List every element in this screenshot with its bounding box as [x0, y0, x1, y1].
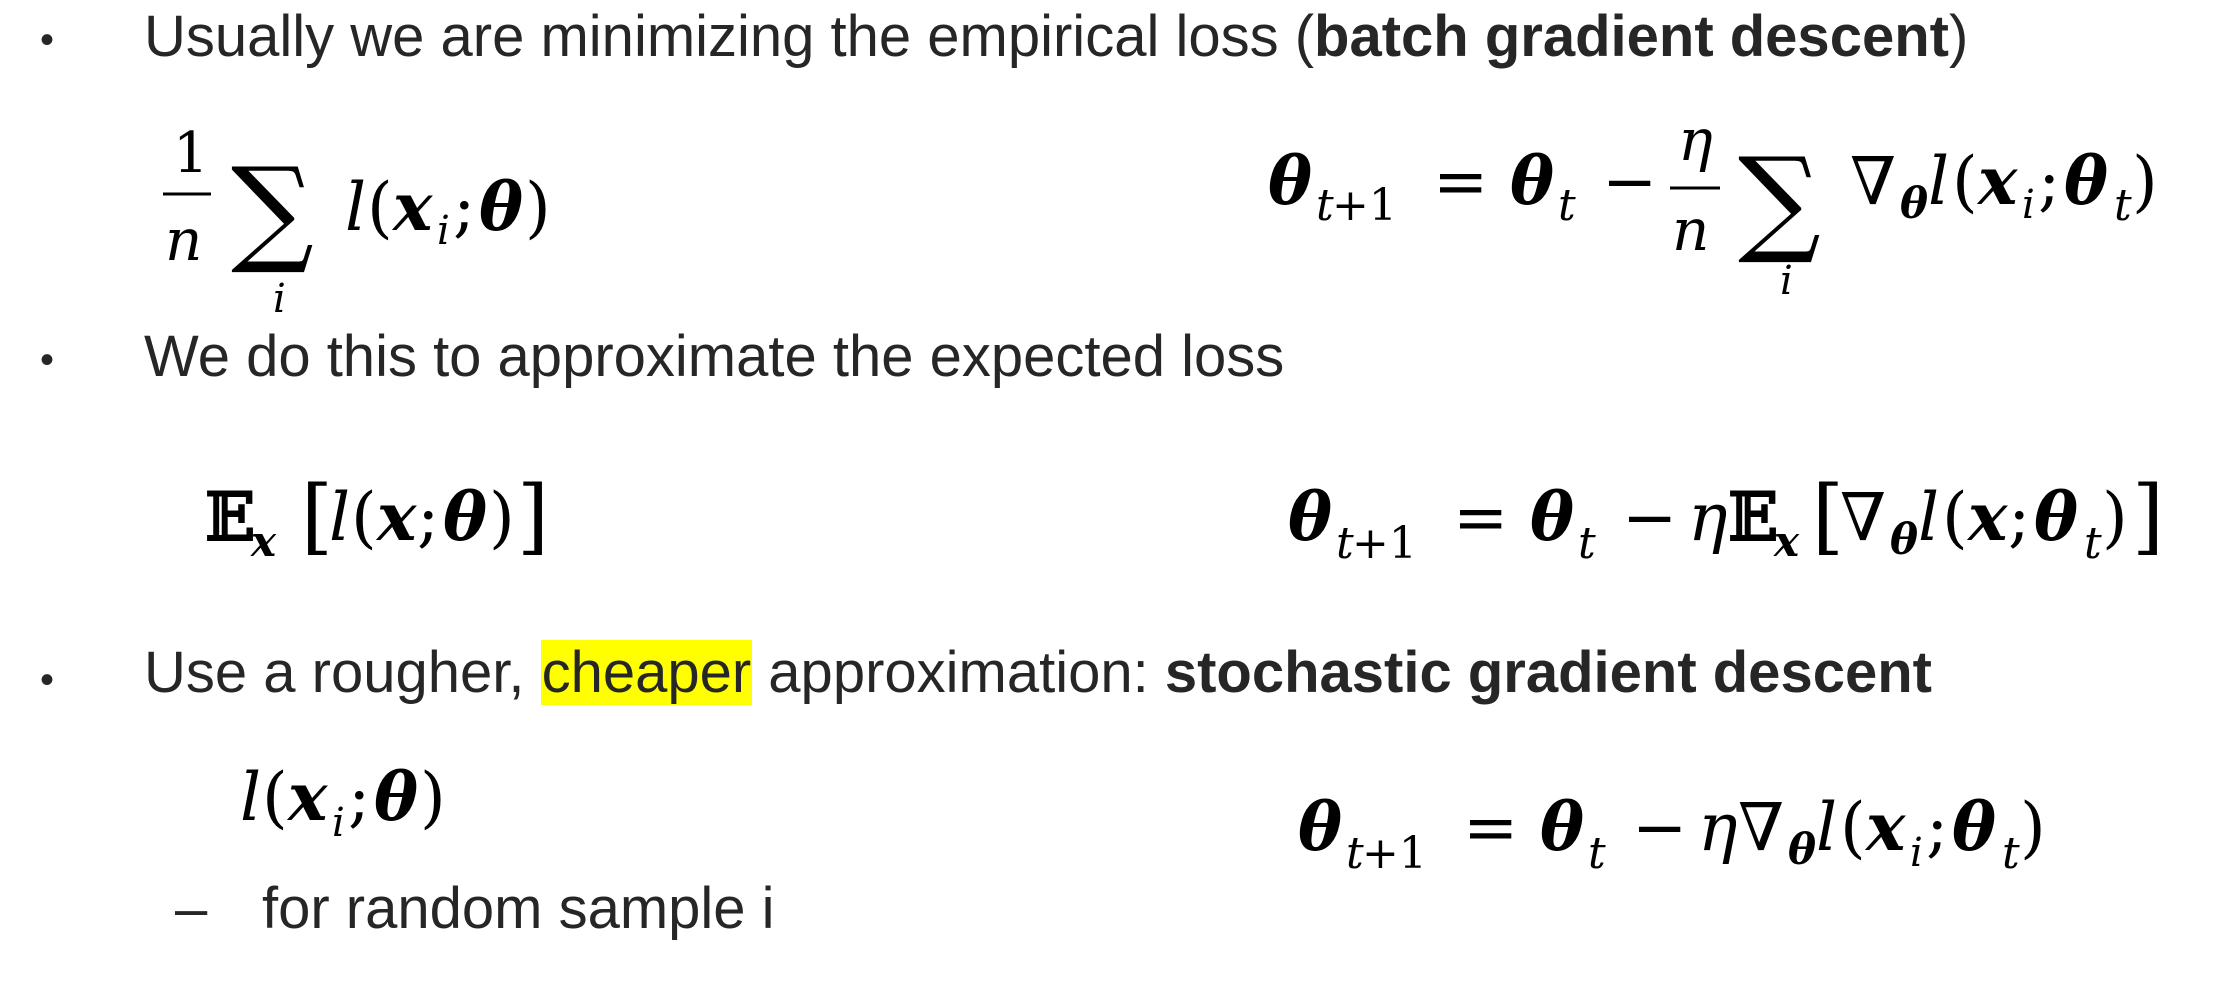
equation-expected-update-svg — [1288, 470, 2228, 580]
svg-text:θ: θ — [1900, 179, 1929, 228]
svg-text:;: ; — [1926, 789, 1949, 866]
bullet-1-marker: • — [40, 18, 55, 62]
svg-text:x: x — [1866, 788, 1906, 866]
svg-text:x: x — [393, 168, 433, 246]
svg-text:i: i — [437, 208, 450, 254]
svg-text:θ: θ — [1530, 478, 1575, 556]
svg-text:∇: ∇ — [1840, 479, 1887, 556]
svg-text:t: t — [2114, 180, 2132, 231]
svg-text:l: l — [1918, 479, 1940, 556]
svg-text:x: x — [251, 517, 277, 566]
sub-bullet-marker: – — [175, 876, 208, 941]
svg-text:=: = — [1433, 143, 1489, 220]
svg-text:𝔼: 𝔼 — [205, 478, 256, 556]
svg-text:l: l — [345, 169, 367, 246]
svg-text:n: n — [1672, 196, 1710, 264]
svg-text:t: t — [2084, 518, 2102, 569]
svg-text:t: t — [1578, 518, 1596, 569]
bullet-2-text: We do this to approximate the expected loss — [144, 324, 1285, 389]
equation-batch-update — [1268, 106, 2228, 312]
svg-text:): ) — [2132, 143, 2158, 220]
svg-text:l: l — [1928, 143, 1950, 220]
svg-text:l: l — [329, 479, 351, 556]
svg-text:): ) — [525, 169, 551, 246]
sub-bullet-text: for random sample i — [262, 876, 775, 941]
svg-text:): ) — [2102, 479, 2128, 556]
svg-text:x: x — [288, 758, 328, 836]
svg-text:x: x — [1978, 142, 2018, 220]
svg-text:(: ( — [1840, 789, 1866, 866]
svg-text:n: n — [165, 206, 203, 274]
svg-text:i: i — [273, 276, 286, 322]
svg-text:]: ] — [2132, 469, 2164, 564]
bullet-3-text-middle: approximation: — [752, 640, 1165, 705]
svg-text:+1: +1 — [1352, 518, 1417, 569]
svg-text:θ: θ — [1298, 788, 1343, 866]
svg-text:∑: ∑ — [1738, 133, 1821, 268]
equation-expected-loss-svg — [205, 470, 565, 580]
svg-text:θ: θ — [1540, 788, 1585, 866]
svg-text:x: x — [1774, 517, 1800, 566]
svg-text:]: ] — [517, 469, 549, 564]
svg-text:): ) — [420, 759, 446, 836]
svg-text:=: = — [1463, 789, 1519, 866]
bullet-1-text-after: ) — [1948, 4, 1969, 69]
bullet-3-text-before: Use a rougher, — [144, 640, 541, 705]
svg-text:+1: +1 — [1332, 180, 1397, 231]
svg-text:∑: ∑ — [231, 143, 314, 278]
bullet-1-bold: batch gradient descent — [1314, 4, 1949, 69]
svg-text:𝔼: 𝔼 — [1728, 478, 1779, 556]
equation-sgd-update-svg — [1298, 780, 2118, 880]
svg-text:θ: θ — [443, 478, 488, 556]
svg-text:t: t — [1336, 518, 1354, 569]
svg-text:t: t — [1588, 828, 1606, 879]
bullet-3-bold: stochastic gradient descent — [1164, 640, 1932, 705]
svg-text:;: ; — [2008, 479, 2031, 556]
svg-text:i: i — [2022, 182, 2035, 228]
svg-text:x: x — [1968, 478, 2008, 556]
svg-text:θ: θ — [1268, 142, 1313, 220]
bullet-3-highlight: cheaper — [541, 640, 752, 705]
svg-text:θ: θ — [479, 168, 524, 246]
equation-sgd-update — [1298, 780, 2118, 880]
svg-text:;: ; — [348, 759, 371, 836]
svg-text:t: t — [1346, 828, 1364, 879]
svg-text:θ: θ — [2064, 142, 2109, 220]
svg-text:θ: θ — [1788, 825, 1817, 874]
svg-text:η: η — [1698, 789, 1738, 866]
svg-text:;: ; — [417, 479, 440, 556]
svg-text:∇: ∇ — [1850, 143, 1897, 220]
equation-sample-loss — [240, 750, 500, 850]
equation-expected-update — [1288, 470, 2228, 580]
svg-text:(: ( — [1952, 143, 1978, 220]
svg-text:−: − — [1602, 143, 1658, 220]
svg-text:(: ( — [1942, 479, 1968, 556]
svg-text:l: l — [1816, 789, 1838, 866]
svg-text:θ: θ — [1952, 788, 1997, 866]
svg-text:−: − — [1632, 789, 1688, 866]
svg-text:t: t — [1316, 180, 1334, 231]
svg-text:(: ( — [367, 169, 393, 246]
equation-expected-loss — [205, 470, 565, 580]
svg-text:η: η — [1688, 479, 1728, 556]
svg-text:t: t — [2002, 828, 2020, 879]
equation-sample-loss-svg — [240, 750, 500, 850]
svg-text:): ) — [2020, 789, 2046, 866]
svg-text:=: = — [1453, 479, 1509, 556]
svg-text:η: η — [1678, 106, 1713, 174]
bullet-2-marker: • — [40, 338, 55, 382]
svg-text:+1: +1 — [1362, 828, 1427, 879]
svg-text:θ: θ — [374, 758, 419, 836]
equation-batch-update-svg — [1268, 106, 2228, 312]
svg-text:θ: θ — [2034, 478, 2079, 556]
equation-empirical-loss — [155, 112, 595, 322]
svg-text:θ: θ — [1890, 515, 1919, 564]
svg-text:1: 1 — [173, 121, 209, 186]
svg-text:θ: θ — [1510, 142, 1555, 220]
svg-text:[: [ — [301, 469, 333, 564]
svg-text:l: l — [240, 759, 262, 836]
svg-text:;: ; — [2038, 143, 2061, 220]
bullet-3-marker: • — [40, 658, 55, 702]
svg-text:t: t — [1558, 180, 1576, 231]
svg-text:x: x — [377, 478, 417, 556]
svg-text:(: ( — [262, 759, 288, 836]
svg-text:i: i — [332, 800, 345, 846]
svg-text:): ) — [489, 479, 515, 556]
svg-text:−: − — [1622, 479, 1678, 556]
svg-text:(: ( — [351, 479, 377, 556]
bullet-3-text — [144, 640, 1932, 705]
svg-text:;: ; — [453, 169, 476, 246]
equation-empirical-loss-svg — [155, 112, 595, 322]
bullet-1-text — [144, 4, 1969, 69]
svg-text:i: i — [1780, 258, 1793, 304]
svg-text:i: i — [1910, 830, 1923, 876]
svg-text:∇: ∇ — [1738, 789, 1785, 866]
svg-text:[: [ — [1812, 469, 1844, 564]
bullet-1-text-before: Usually we are minimizing the empirical loss ( — [144, 4, 1315, 69]
svg-text:θ: θ — [1288, 478, 1333, 556]
